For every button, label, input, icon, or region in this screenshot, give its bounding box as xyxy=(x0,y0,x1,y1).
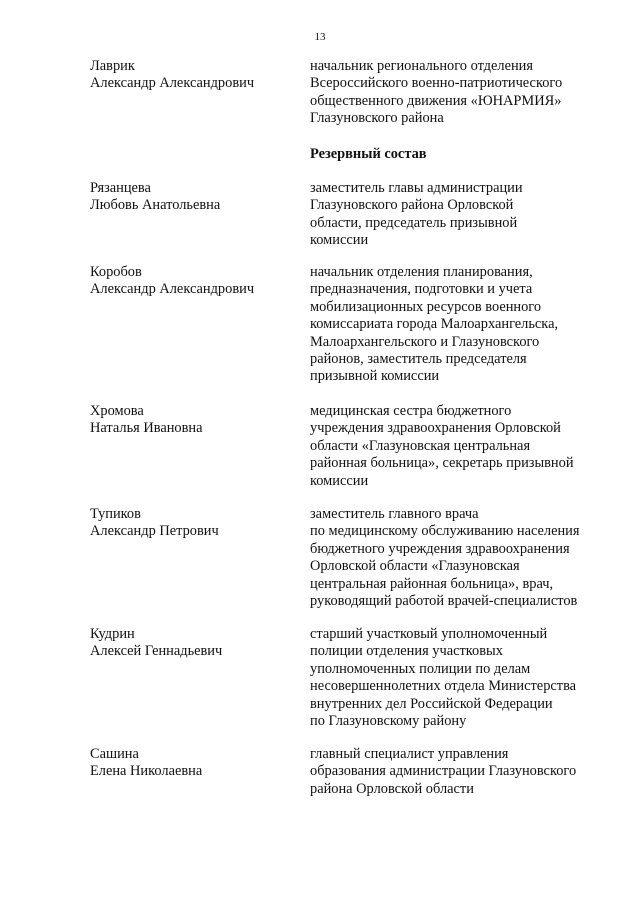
role-line: уполномоченных полиции по делам xyxy=(310,660,531,677)
member-role xyxy=(310,746,610,798)
role-line: начальник регионального отделения xyxy=(310,58,533,74)
member-surname: Тупиков xyxy=(90,506,141,522)
role-line: заместитель главного врача xyxy=(310,506,479,522)
member-name xyxy=(90,506,300,541)
role-line: комиссии xyxy=(310,232,369,249)
page-number: 13 xyxy=(314,31,326,43)
member-given-name: Любовь Анатольевна xyxy=(90,197,221,214)
role-line: главный специалист управления xyxy=(310,746,509,762)
member-name xyxy=(90,626,300,661)
role-line: руководящий работой врачей-специалистов xyxy=(310,593,578,610)
role-line: старший участковый уполномоченный xyxy=(310,626,548,642)
member-given-name: Александр Александрович xyxy=(90,281,255,298)
member-role xyxy=(310,180,610,250)
member-role xyxy=(310,264,610,386)
role-line: Глазуновского района Орловской xyxy=(310,197,514,214)
role-line: Всероссийского военно-патриотического xyxy=(310,75,563,92)
role-line: мобилизационных ресурсов военного xyxy=(310,298,542,315)
role-line: внутренних дел Российской Федерации xyxy=(310,695,553,712)
member-role xyxy=(310,506,610,610)
role-line: области, председатель призывной xyxy=(310,214,518,231)
role-line: заместитель главы администрации xyxy=(310,180,523,196)
role-line: района Орловской области xyxy=(310,780,474,797)
role-line: районная больница», секретарь призывной xyxy=(310,455,574,472)
member-surname: Коробов xyxy=(90,264,142,280)
role-line: общественного движения «ЮНАРМИЯ» xyxy=(310,92,562,109)
role-line: медицинская сестра бюджетного xyxy=(310,403,512,419)
role-line: районов, заместитель председателя xyxy=(310,351,527,368)
member-given-name: Александр Александрович xyxy=(90,75,255,92)
member-name xyxy=(90,58,300,93)
member-given-name: Алексей Геннадьевич xyxy=(90,643,223,660)
role-line: Малоархангельского и Глазуновского xyxy=(310,333,540,350)
role-line: несовершеннолетних отдела Министерства xyxy=(310,678,577,695)
member-name xyxy=(90,403,300,438)
role-line: учреждения здравоохранения Орловской xyxy=(310,420,561,437)
section-heading: Резервный состав xyxy=(310,146,427,162)
member-name xyxy=(90,264,300,299)
role-line: начальник отделения планирования, xyxy=(310,264,533,280)
role-line: комиссариата города Малоархангельска, xyxy=(310,316,559,333)
role-line: центральная районная больница», врач, xyxy=(310,575,554,592)
role-line: образования администрации Глазуновского xyxy=(310,763,577,780)
role-line: бюджетного учреждения здравоохранения xyxy=(310,540,570,557)
role-line: области «Глазуновская центральная xyxy=(310,437,531,454)
role-line: предназначения, подготовки и учета xyxy=(310,281,533,298)
member-surname: Рязанцева xyxy=(90,180,151,196)
member-name xyxy=(90,746,300,781)
member-surname: Хромова xyxy=(90,403,144,419)
role-line: полиции отделения участковых xyxy=(310,643,503,660)
member-role xyxy=(310,626,610,730)
role-line: Глазуновского района xyxy=(310,110,444,127)
member-given-name: Александр Петрович xyxy=(90,523,219,540)
role-line: призывной комиссии xyxy=(310,368,440,385)
role-line: по медицинскому обслуживанию населения xyxy=(310,523,580,540)
member-given-name: Наталья Ивановна xyxy=(90,420,203,437)
member-surname: Сашина xyxy=(90,746,139,762)
member-surname: Лаврик xyxy=(90,58,135,74)
member-given-name: Елена Николаевна xyxy=(90,763,203,780)
role-line: по Глазуновскому району xyxy=(310,713,467,730)
member-surname: Кудрин xyxy=(90,626,135,642)
member-role xyxy=(310,403,610,490)
role-line: Орловской области «Глазуновская xyxy=(310,558,520,575)
role-line: комиссии xyxy=(310,472,369,489)
member-name xyxy=(90,180,300,215)
member-role xyxy=(310,58,610,128)
